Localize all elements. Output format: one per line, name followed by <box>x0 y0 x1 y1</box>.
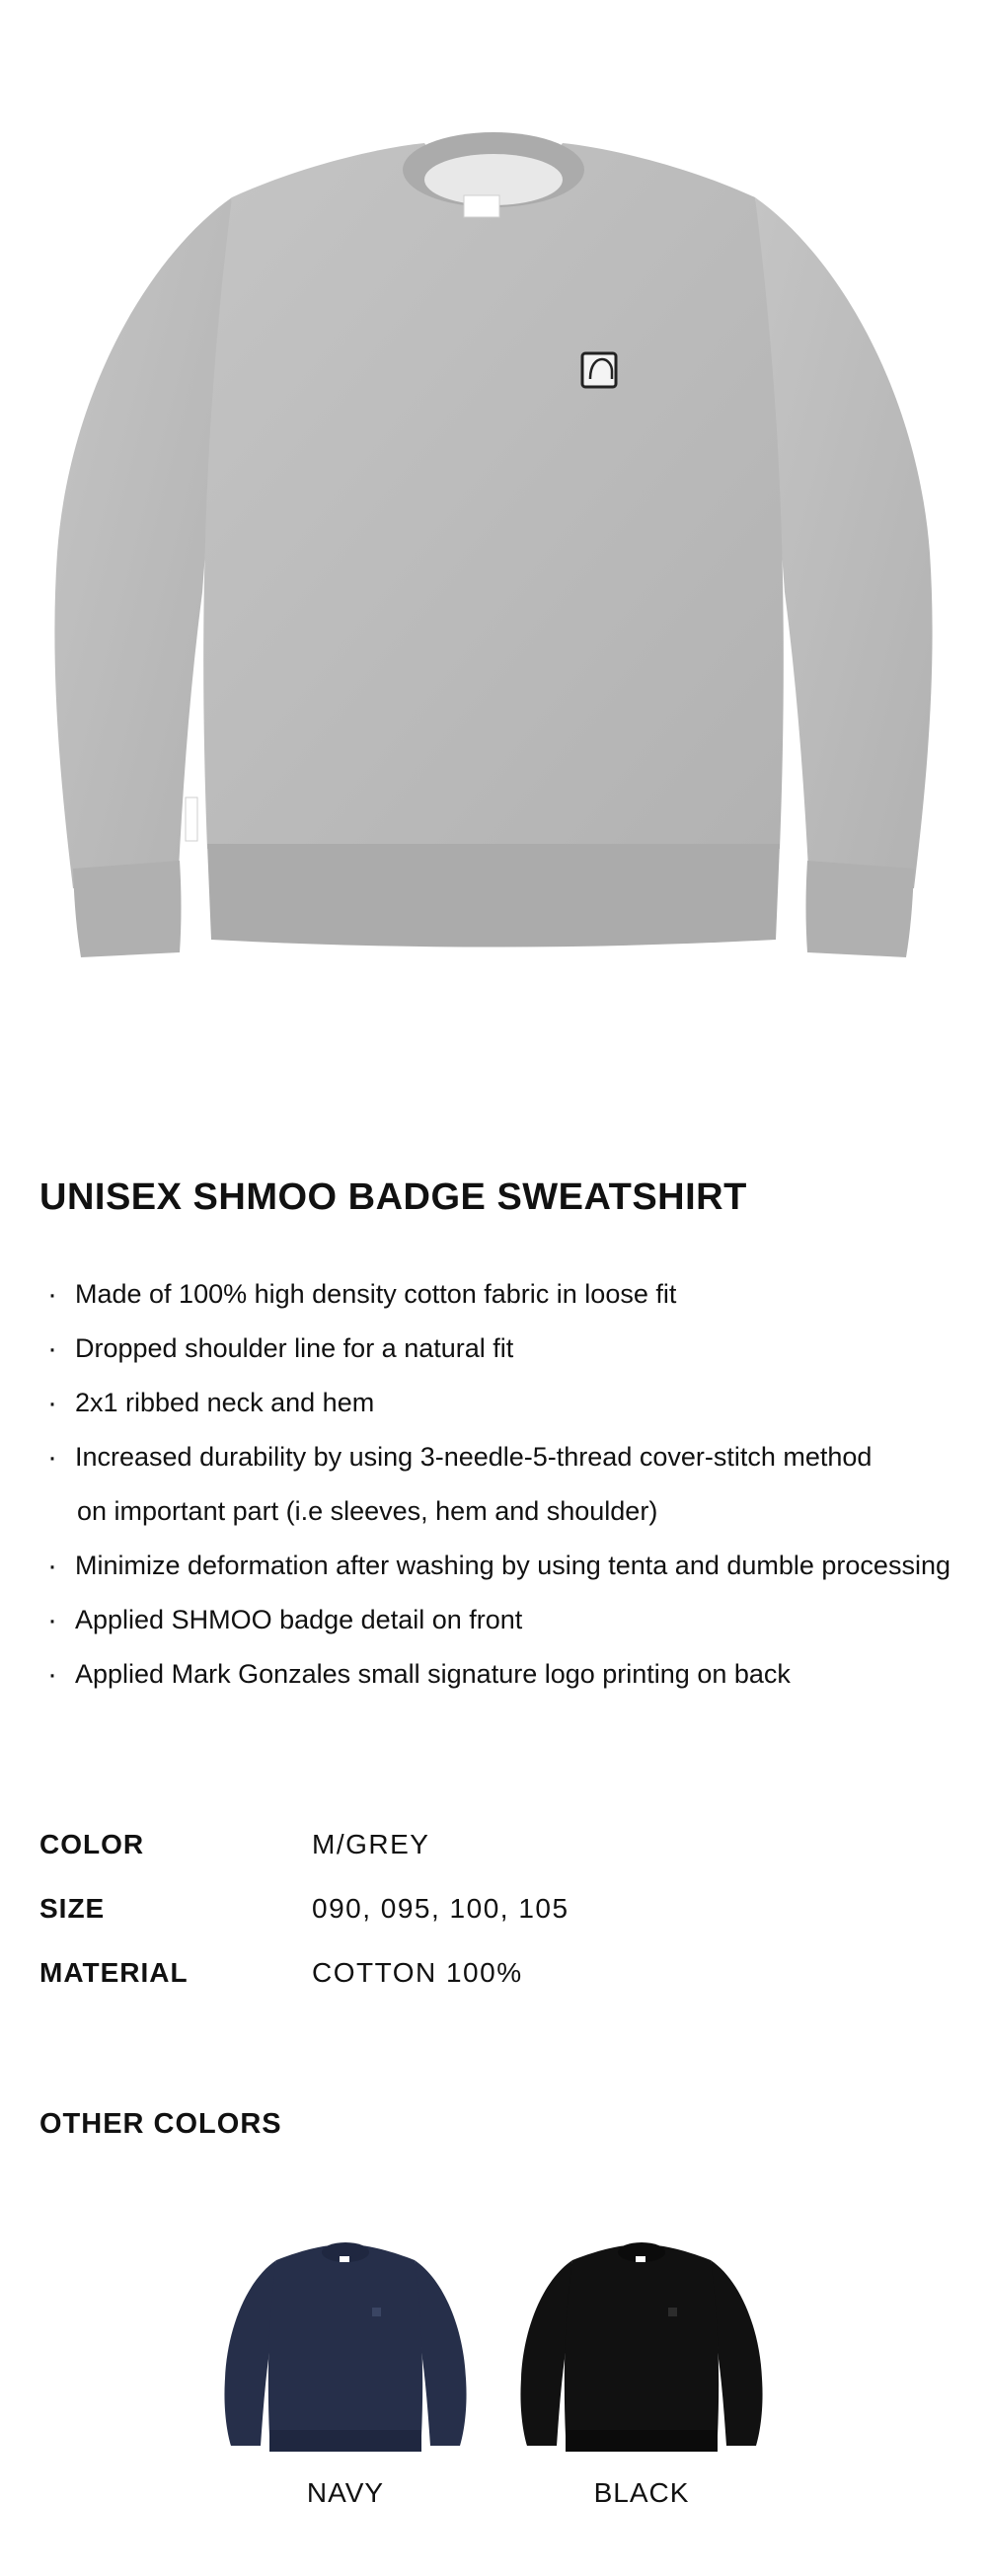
product-hero-image <box>0 0 987 1026</box>
spec-row-color <box>39 1812 928 1876</box>
feature-item: · Made of 100% high density cotton fabric in loose fit <box>39 1267 967 1322</box>
feature-item: · Dropped shoulder line for a natural fit <box>39 1322 967 1376</box>
feature-item: · Applied SHMOO badge detail on front <box>39 1593 967 1647</box>
other-colors-heading: OTHER COLORS <box>39 2108 282 2140</box>
spec-row-size <box>39 1876 928 1940</box>
color-option-navy[interactable] <box>207 2221 484 2509</box>
spec-value: M/GREY <box>312 1828 430 1859</box>
navy-sweatshirt-thumbnail <box>217 2221 474 2458</box>
spec-key: MATERIAL <box>39 1956 189 1988</box>
feature-item-continuation: on important part (i.e sleeves, hem and shoulder) <box>77 1496 658 1526</box>
feature-item: · 2x1 ribbed neck and hem <box>39 1376 967 1430</box>
feature-item: · Increased durability by using 3-needle-5-thread cover-stitch method <box>39 1430 967 1484</box>
feature-item: · Minimize deformation after washing by using tenta and dumble processing <box>39 1539 967 1593</box>
spec-key: COLOR <box>39 1828 145 1859</box>
spec-value: 090, 095, 100, 105 <box>312 1892 569 1924</box>
black-sweatshirt-thumbnail <box>513 2221 770 2458</box>
spec-key: SIZE <box>39 1892 106 1924</box>
feature-item: · Applied Mark Gonzales small signature logo printing on back <box>39 1647 967 1702</box>
color-option-label: NAVY <box>306 2477 385 2508</box>
spec-table <box>39 1812 928 2005</box>
product-title: UNISEX SHMOO BADGE SWEATSHIRT <box>39 1176 747 1218</box>
color-option-label: BLACK <box>593 2477 690 2508</box>
spec-row-material <box>39 1940 928 2005</box>
color-option-black[interactable] <box>503 2221 780 2509</box>
feature-list <box>39 1267 967 1702</box>
grey-sweatshirt-front-image <box>0 0 987 987</box>
spec-value: COTTON 100% <box>312 1956 523 1988</box>
